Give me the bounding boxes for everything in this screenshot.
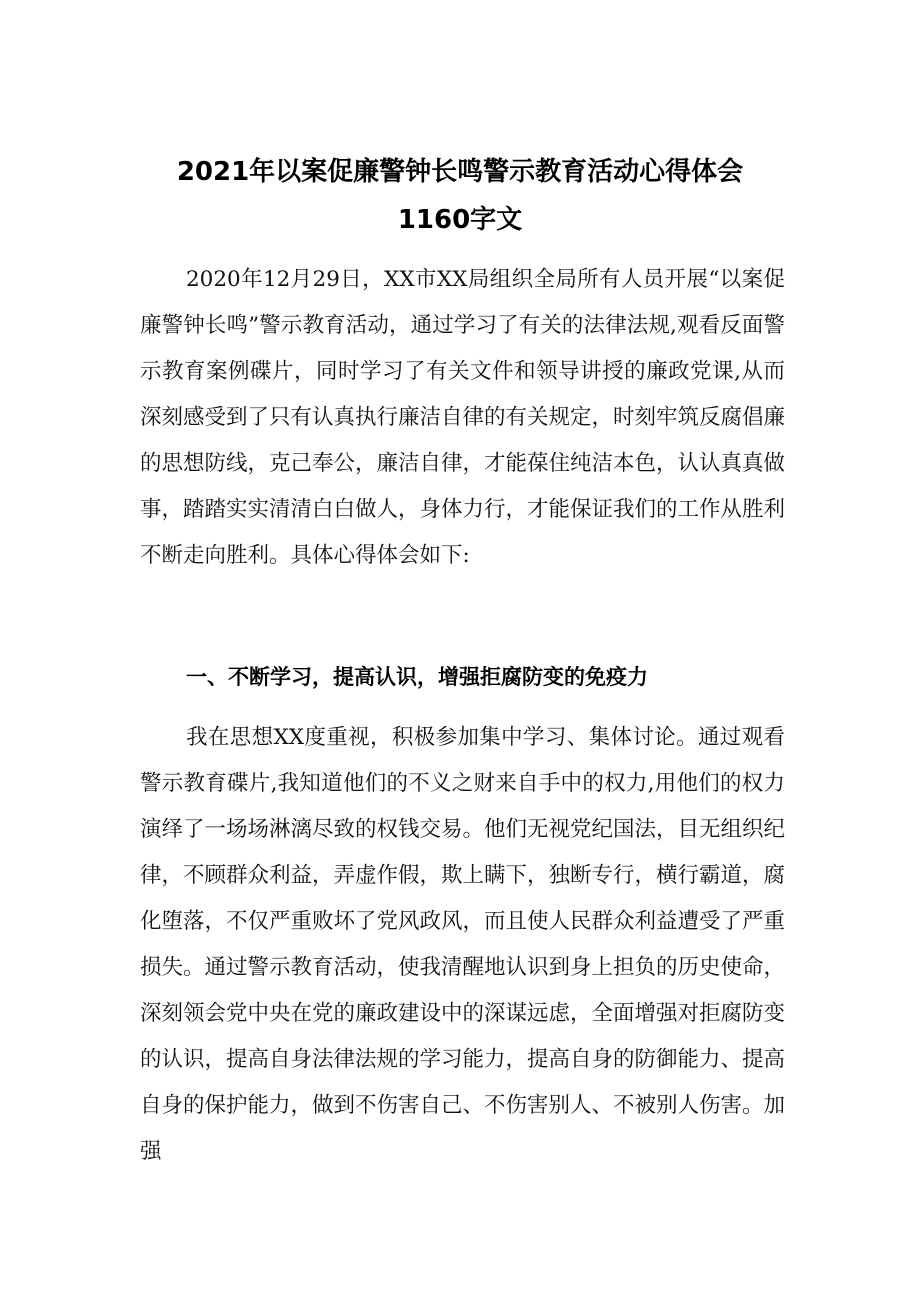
section-heading-1: 一、不断学习，提高认识，增强拒腐防变的免疫力 bbox=[186, 665, 648, 689]
document-title-line-1: 2021年以案促廉警钟长鸣警示教育活动心得体会 bbox=[176, 157, 744, 187]
document-title-line-2: 1160字文 bbox=[397, 205, 523, 235]
intro-paragraph: 2020年12月29日，XX市XX局组织全局所有人员开展“以案促廉警钟长鸣”警示教育活动，通过学习了有关的法律法规,观看反面警示教育案例碟片，同时学习了有关文件和领导讲授的廉政党课,从而深刻感受到了只有认真执行廉洁自律的有关规定，时刻牢筑反腐倡廉的思想防线，克己奉公，廉洁自律，才能葆住纯洁本色，认认真真做事，踏踏实实清清白白做人，身体力行，才能保证我们的工作从胜利不断走向胜利。具体心得体会如下: bbox=[140, 267, 786, 568]
section-1-paragraph: 我在思想XX度重视，积极参加集中学习、集体讨论。通过观看警示教育碟片,我知道他们的不义之财来自手中的权力,用他们的权力演绎了一场场淋漓尽致的权钱交易。他们无视党纪国法，目无组织纪律，不顾群众利益，弄虚作假，欺上瞒下，独断专行，横行霸道，腐化堕落，不仅严重败坏了党风政风，而且使人民群众利益遭受了严重损失。通过警示教育活动，使我清醒地认识到身上担负的历史使命，深刻领会党中央在党的廉政建设中的深谋远虑，全面增强对拒腐防变的认识，提高自身法律法规的学习能力，提高自身的防御能力、提高自身的保护能力，做到不伤害自己、不伤害别人、不被别人伤害。加强 bbox=[140, 725, 786, 1164]
